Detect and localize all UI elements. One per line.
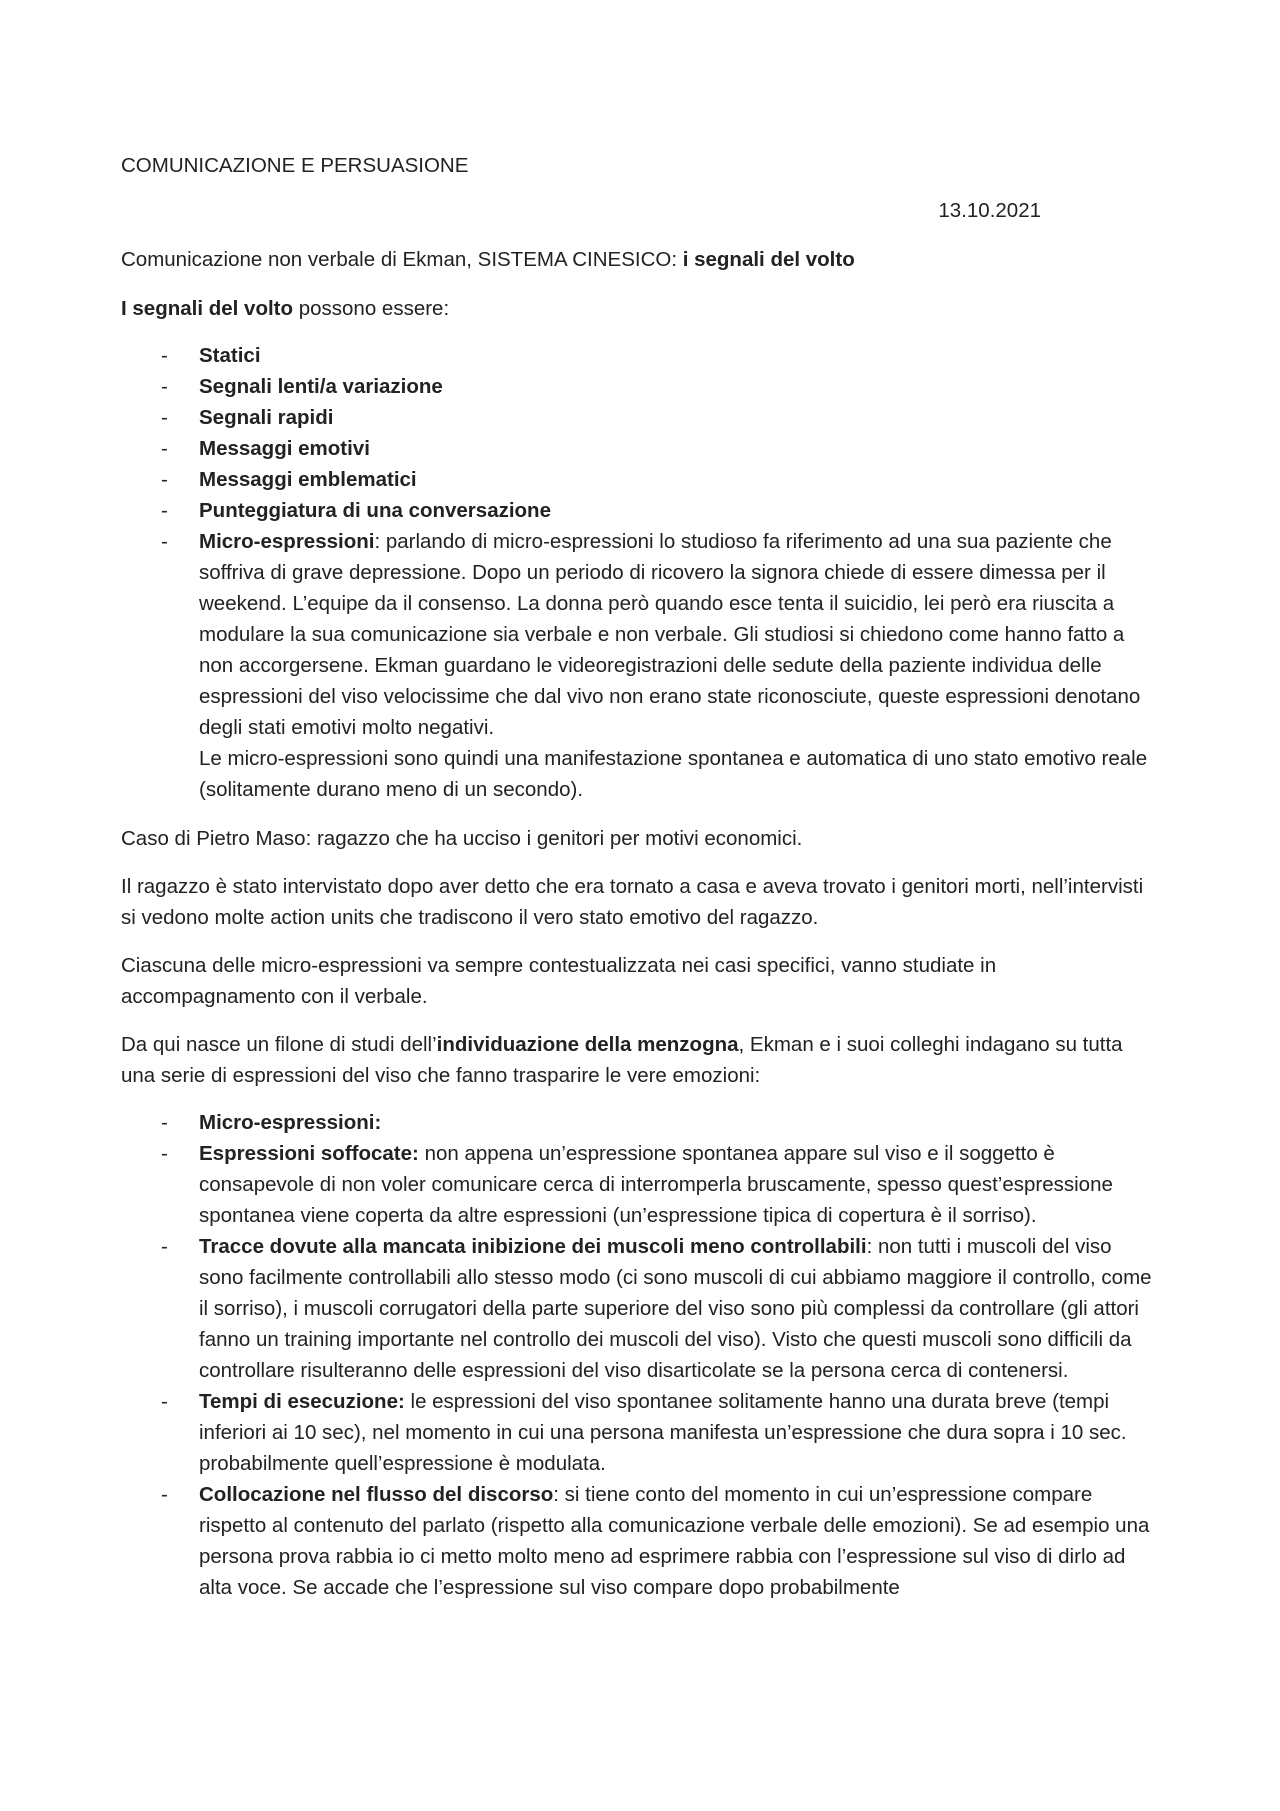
list-item xyxy=(121,495,1160,526)
list-item-bold: Tempi di esecuzione: xyxy=(199,1390,405,1413)
list-item xyxy=(121,1231,1160,1386)
list-item xyxy=(121,433,1160,464)
list-item-bold: Espressioni soffocate: xyxy=(199,1142,419,1165)
intro-bold: i segnali del volto xyxy=(682,248,855,271)
list-item-bold: Messaggi emblematici xyxy=(199,468,417,491)
bullet-dash: - xyxy=(161,375,168,398)
bullet-dash: - xyxy=(161,1483,168,1506)
list-item xyxy=(121,371,1160,402)
list-item-text: le espressioni del viso spontanee solitamente hanno una durata breve (tempi inferiori ai 10 sec), nel momento in cui una persona manifesta un’espressione che dura sopra i 10 sec. probabilmente quell’espressione è modulata. xyxy=(199,1390,1127,1475)
document-title: COMUNICAZIONE E PERSUASIONE xyxy=(121,154,469,177)
list-item-bold: Micro-espressioni xyxy=(199,530,375,553)
list-item xyxy=(121,526,1160,805)
signals-lead xyxy=(121,293,1160,324)
signals-lead-bold: I segnali del volto xyxy=(121,297,294,320)
bullet-dash: - xyxy=(161,468,168,491)
signals-lead-text: possono essere: xyxy=(293,297,450,320)
bullet-dash: - xyxy=(161,499,168,522)
list-item xyxy=(121,1138,1160,1231)
list-item-bold: Messaggi emotivi xyxy=(199,437,370,460)
signals-list xyxy=(121,340,1160,805)
menzogna-bold: individuazione della menzogna xyxy=(436,1033,739,1056)
list-item xyxy=(121,340,1160,371)
paragraph-intervista: Il ragazzo è stato intervistato dopo aver detto che era tornato a casa e aveva trovato i genitori morti, nell’intervisti si vedono molte action units che tradiscono il vero stato emotivo del ragazzo. xyxy=(121,875,1144,929)
lie-list xyxy=(121,1107,1160,1603)
list-item-text: : non tutti i muscoli del viso sono facilmente controllabili allo stesso modo (ci sono muscoli di cui abbiamo maggiore il controllo, come il sorriso), i muscoli corrugatori della parte superiore del viso sono più complessi da controllare (gli attori fanno un training importante nel controllo dei muscoli del viso). Visto che questi muscoli sono difficili da controllare risulteranno delle espressioni del viso disarticolate se la persona cerca di contenersi. xyxy=(199,1235,1152,1382)
list-item-bold: Statici xyxy=(199,344,261,367)
bullet-dash: - xyxy=(161,406,168,429)
list-item-bold: Segnali rapidi xyxy=(199,406,334,429)
list-item xyxy=(121,402,1160,433)
list-item-bold: Micro-espressioni: xyxy=(199,1111,382,1134)
list-item xyxy=(121,464,1160,495)
list-item-text: : si tiene conto del momento in cui un’espressione compare rispetto al contenuto del parlato (rispetto alla comunicazione verbale delle emozioni). Se ad esempio una persona prova rabbia io ci metto molto meno ad esprimere rabbia con l’espressione sul viso di dirlo ad alta voce. Se accade che l’espressione sul viso compare dopo probabilmente xyxy=(199,1483,1150,1599)
document-date: 13.10.2021 xyxy=(938,199,1041,222)
list-item-extra: Le micro-espressioni sono quindi una manifestazione spontanea e automatica di uno stato emotivo reale (solitamente durano meno di un secondo). xyxy=(199,747,1148,801)
list-item-text: : parlando di micro-espressioni lo studioso fa riferimento ad una sua paziente che soffriva di grave depressione. Dopo un periodo di ricovero la signora chiede di essere dimessa per il weekend. L’equipe da il consenso. La donna però quando esce tenta il suicidio, lei però era riuscita a modulare la sua comunicazione sia verbale e non verbale. Gli studiosi si chiedono come hanno fatto a non accorgersene. Ekman guardano le videoregistrazioni delle sedute della paziente individua delle espressioni del viso velocissime che dal vivo non erano state riconosciute, queste espressioni denotano degli stati emotivi molto negativi. xyxy=(199,530,1141,739)
list-item xyxy=(121,1386,1160,1479)
list-item xyxy=(121,1107,1160,1138)
intro-paragraph xyxy=(121,244,1160,275)
paragraph-menzogna xyxy=(121,1029,1160,1091)
paragraph-maso: Caso di Pietro Maso: ragazzo che ha ucciso i genitori per motivi economici. xyxy=(121,827,803,850)
bullet-dash: - xyxy=(161,1390,168,1413)
list-item-bold: Collocazione nel flusso del discorso xyxy=(199,1483,554,1506)
paragraph-contesto: Ciascuna delle micro-espressioni va sempre contestualizzata nei casi specifici, vanno studiate in accompagnamento con il verbale. xyxy=(121,954,997,1008)
list-item-bold: Punteggiatura di una conversazione xyxy=(199,499,551,522)
list-item-bold: Tracce dovute alla mancata inibizione dei muscoli meno controllabili xyxy=(199,1235,867,1258)
list-item-text: non appena un’espressione spontanea appare sul viso e il soggetto è consapevole di non voler comunicare cerca di interromperla bruscamente, spesso quest’espressione spontanea viene coperta da altre espressioni (un’espressione tipica di copertura è il sorriso). xyxy=(199,1142,1113,1227)
bullet-dash: - xyxy=(161,344,168,367)
bullet-dash: - xyxy=(161,1235,168,1258)
list-item-bold: Segnali lenti/a variazione xyxy=(199,375,443,398)
menzogna-text-2: , Ekman e i suoi colleghi indagano su tutta una serie di espressioni del viso che fanno trasparire le vere emozioni: xyxy=(121,1033,1123,1087)
bullet-dash: - xyxy=(161,530,168,553)
list-item xyxy=(121,1479,1160,1603)
bullet-dash: - xyxy=(161,1142,168,1165)
bullet-dash: - xyxy=(161,1111,168,1134)
intro-text: Comunicazione non verbale di Ekman, SISTEMA CINESICO: xyxy=(121,248,683,271)
menzogna-text-1: Da qui nasce un filone di studi dell’ xyxy=(121,1033,437,1056)
bullet-dash: - xyxy=(161,437,168,460)
